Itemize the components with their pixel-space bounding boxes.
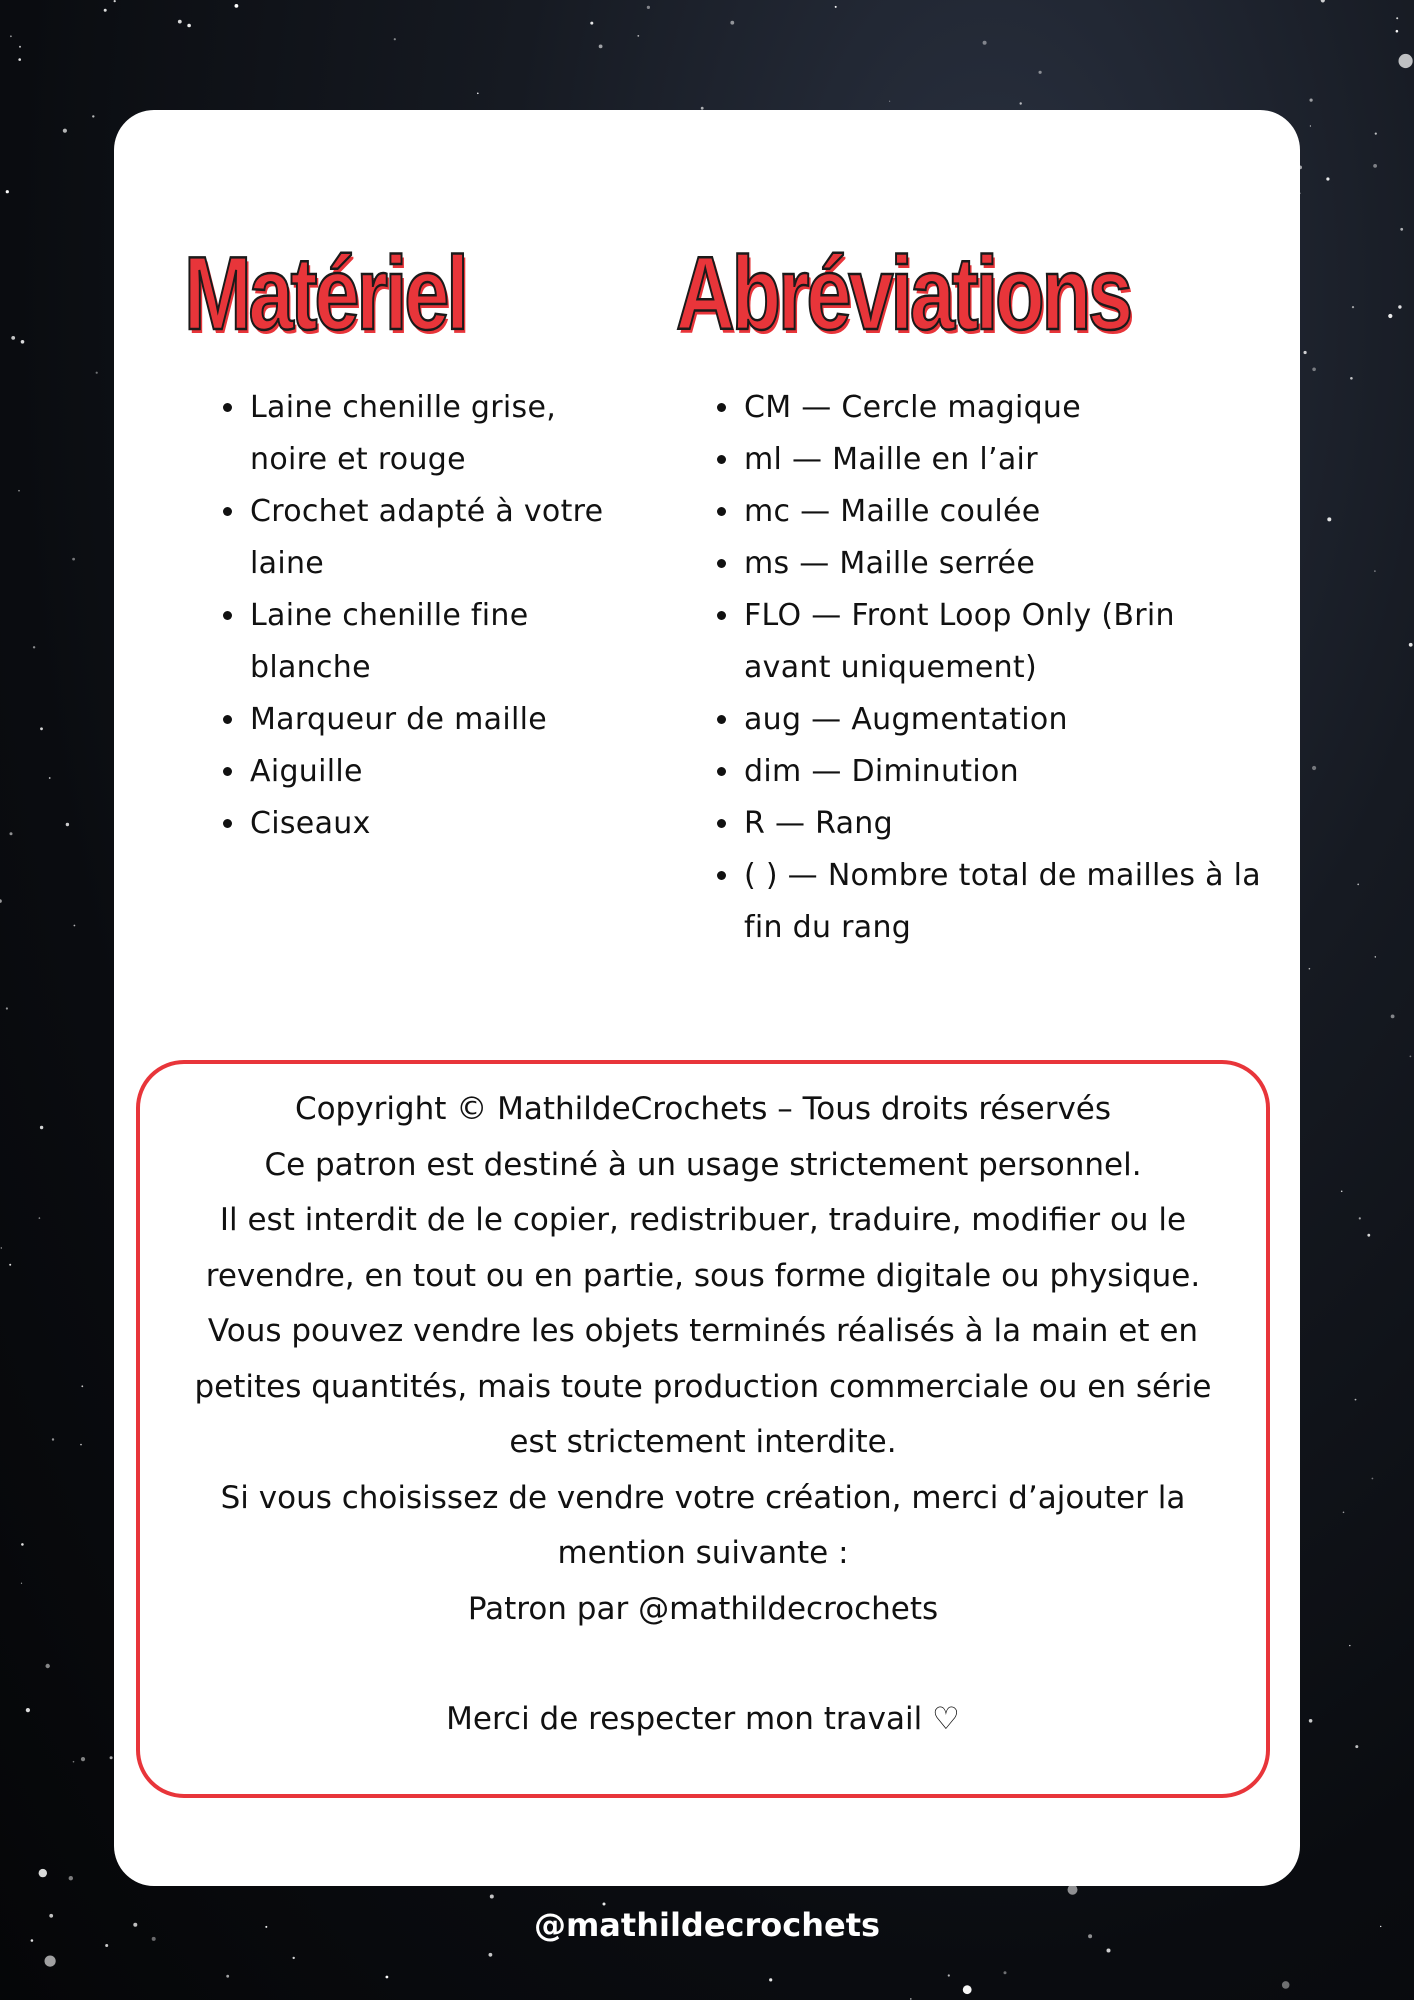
star xyxy=(1327,517,1331,521)
star xyxy=(1326,177,1329,180)
star xyxy=(1396,17,1398,19)
star xyxy=(226,1975,229,1978)
star xyxy=(647,6,650,9)
abreviations-list xyxy=(708,382,1262,954)
star xyxy=(0,899,2,903)
list-item: • Ciseaux xyxy=(248,798,608,850)
star xyxy=(489,1953,493,1957)
star xyxy=(81,1757,85,1761)
star xyxy=(1309,968,1311,970)
star xyxy=(10,35,12,37)
selling-line: Vous pouvez vendre les objets terminés réalisés à la main et en petites quantités, mais toute production commerciale ou en série est strictement interdite. xyxy=(194,1313,1212,1460)
star xyxy=(187,24,191,28)
star xyxy=(33,646,35,648)
star xyxy=(1341,1191,1343,1193)
star xyxy=(92,115,94,117)
list-item: • Aiguille xyxy=(248,746,608,798)
star xyxy=(10,832,13,835)
list-item: • mc — Maille coulée xyxy=(742,486,1262,538)
star xyxy=(1343,1512,1345,1514)
list-item: • ( ) — Nombre total de mailles à la fin du rang xyxy=(742,850,1262,954)
star xyxy=(1410,1056,1412,1058)
star xyxy=(80,1444,82,1446)
star xyxy=(590,22,593,25)
star xyxy=(74,925,76,927)
star xyxy=(1310,99,1313,102)
star xyxy=(114,0,116,2)
star xyxy=(1399,54,1413,68)
star xyxy=(66,823,69,826)
star xyxy=(1396,30,1399,33)
star xyxy=(9,1264,11,1266)
copyright-notice xyxy=(136,1060,1270,1798)
star xyxy=(910,1998,912,2000)
list-item: • Laine chenille fine blanche xyxy=(248,590,608,694)
star xyxy=(1310,125,1311,126)
star xyxy=(69,1876,73,1880)
list-item: • FLO — Front Loop Only (Brin avant uniquement) xyxy=(742,590,1262,694)
star xyxy=(81,1385,83,1387)
star xyxy=(637,35,639,37)
materiel-heading: Matériel xyxy=(184,236,466,352)
list-item: • aug — Augmentation xyxy=(742,694,1262,746)
list-item: • Crochet adapté à votre laine xyxy=(248,486,608,590)
list-item: • dim — Diminution xyxy=(742,746,1262,798)
list-item: • ms — Maille serrée xyxy=(742,538,1262,590)
star xyxy=(39,1217,41,1219)
list-item: • ml — Maille en l’air xyxy=(742,434,1262,486)
star xyxy=(1004,1971,1007,1974)
mention-request-line: Si vous choisissez de vendre votre création, merci d’ajouter la mention suivante : xyxy=(220,1479,1186,1571)
star xyxy=(948,1974,950,1976)
star xyxy=(889,101,890,102)
star xyxy=(730,21,734,25)
star xyxy=(1309,1719,1313,1723)
abreviations-heading: Abréviations xyxy=(676,236,1130,352)
star xyxy=(386,1976,389,1979)
star xyxy=(45,1956,56,1967)
star xyxy=(39,1869,47,1877)
star xyxy=(1352,306,1354,308)
star xyxy=(6,190,9,193)
copyright-line: Copyright © MathildeCrochets – Tous droits réservés xyxy=(294,1091,1112,1127)
star xyxy=(18,58,21,61)
star xyxy=(52,1438,54,1440)
star xyxy=(1350,377,1353,380)
star xyxy=(235,4,239,8)
star xyxy=(40,727,43,730)
materiel-list xyxy=(214,382,608,850)
star xyxy=(73,1761,75,1763)
star xyxy=(21,340,25,344)
star xyxy=(835,6,837,8)
star xyxy=(599,45,603,49)
star xyxy=(1312,766,1316,770)
star xyxy=(105,1944,108,1947)
star xyxy=(1367,1234,1370,1237)
star xyxy=(96,372,98,374)
star xyxy=(104,9,107,12)
thanks-line: Merci de respecter mon travail ♡ xyxy=(446,1701,960,1737)
star xyxy=(1400,228,1403,231)
pattern-card xyxy=(114,110,1300,1886)
star xyxy=(1359,1217,1361,1219)
star xyxy=(1388,314,1392,318)
star xyxy=(1282,1981,1290,1989)
star xyxy=(1321,0,1325,2)
star xyxy=(1374,570,1376,572)
star xyxy=(1398,305,1401,308)
star xyxy=(1304,351,1307,354)
star xyxy=(18,490,20,492)
star xyxy=(1355,1745,1358,1748)
star xyxy=(26,1708,30,1712)
star xyxy=(963,1985,972,1994)
list-item: • Marqueur de maille xyxy=(248,694,608,746)
star xyxy=(49,777,51,779)
star xyxy=(394,38,396,40)
star xyxy=(1357,884,1359,886)
star xyxy=(1039,71,1042,74)
star xyxy=(63,129,67,133)
star xyxy=(1375,133,1377,135)
star xyxy=(983,41,987,45)
list-item: • Laine chenille grise, noire et rouge xyxy=(248,382,608,486)
star xyxy=(110,1756,113,1759)
star xyxy=(21,1583,22,1584)
footer-handle: @mathildecrochets xyxy=(533,1906,881,1944)
star xyxy=(477,93,479,95)
star xyxy=(21,1543,24,1546)
star xyxy=(1107,1949,1111,1953)
star xyxy=(11,336,15,340)
star xyxy=(72,558,75,561)
star xyxy=(46,1664,50,1668)
star xyxy=(6,1007,8,1009)
star xyxy=(19,46,21,48)
spacer xyxy=(168,1637,1238,1692)
star xyxy=(490,1895,494,1899)
star xyxy=(1020,102,1022,104)
star xyxy=(1312,368,1316,372)
personal-use-line: Ce patron est destiné à un usage strictement personnel. xyxy=(264,1146,1142,1183)
star xyxy=(1,1247,2,1248)
star xyxy=(1349,1645,1350,1646)
star xyxy=(769,1978,772,1981)
star xyxy=(1372,1478,1374,1480)
star xyxy=(1373,164,1377,168)
star xyxy=(1068,1885,1078,1895)
star xyxy=(40,1126,43,1129)
star xyxy=(1355,1399,1357,1401)
star xyxy=(1375,956,1376,957)
forbidden-line: Il est interdit de le copier, redistribuer, traduire, modifier ou le revendre, en tout ou en partie, sous forme digitale ou physique. xyxy=(205,1202,1201,1294)
star xyxy=(293,1957,295,1959)
list-item: • CM — Cercle magique xyxy=(742,382,1262,434)
star xyxy=(178,20,182,24)
star xyxy=(1391,1015,1395,1019)
list-item: • R — Rang xyxy=(742,798,1262,850)
star xyxy=(1409,643,1413,647)
mention-line: Patron par @mathildecrochets xyxy=(467,1590,939,1627)
